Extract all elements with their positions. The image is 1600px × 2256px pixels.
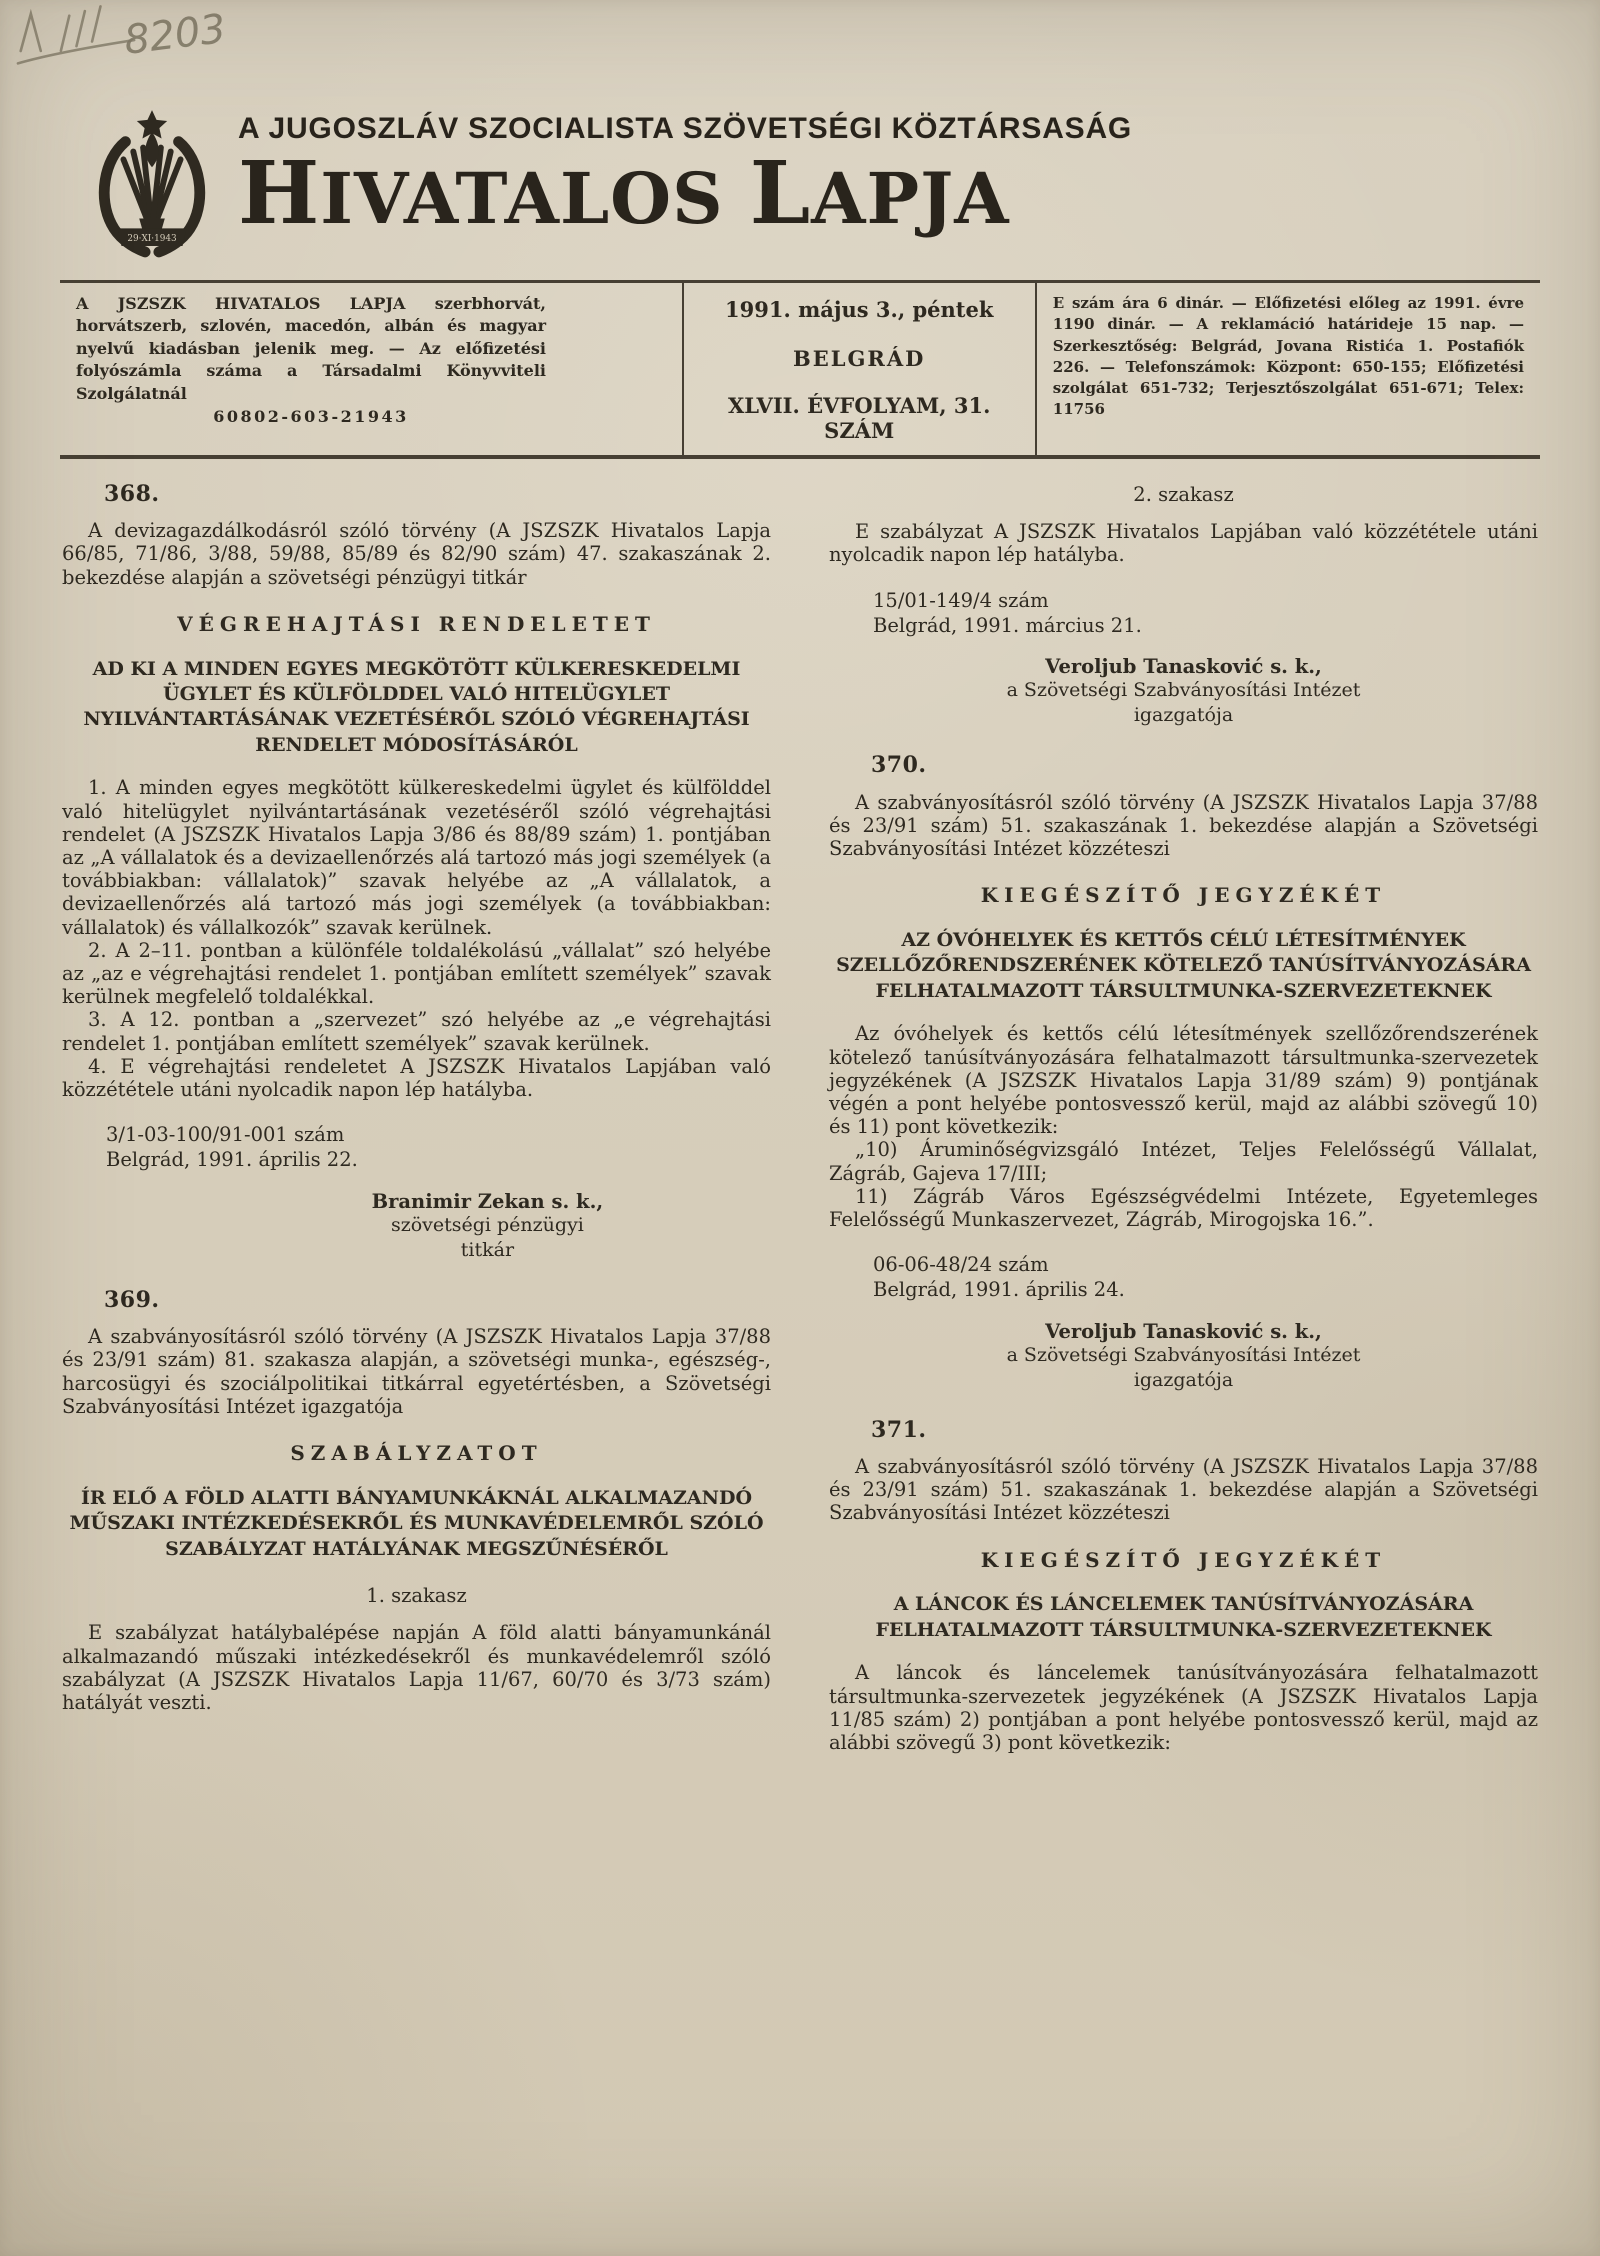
- title-word2: APJA: [811, 157, 1010, 240]
- signature-name: Veroljub Tanasković s. k.,: [1045, 655, 1322, 679]
- act-subject: AZ ÓVÓHELYEK ÉS KETTŐS CÉLÚ LÉTESÍTMÉNYEK SZELLŐZŐRENDSZERÉNEK KÖTELEZŐ TANÚSÍTVÁNYOZÁSÁRA FELHATALMAZOTT TÁRSULTMUNKA-SZERVEZETEKNEK: [836, 928, 1531, 1002]
- paragraph: E szabályzat A JSZSZK Hivatalos Lapjában való közzététele utáni nyolcadik napon lép hatályba.: [829, 520, 1538, 567]
- title-initial: H: [238, 143, 321, 244]
- subscription-info: E szám ára 6 dinár. — Előfizetési előleg az 1991. évre 1190 dinár. — A reklamáció határideje 15 nap. — Szerkesztőség: Belgrád, Jovana Ristića 1. Postafiók 226. — Telefonszámok: Központ: 650-155; Előfizetési szolgálat 651-732; Terjesztőszolgálat 651-671; Telex: 11756: [1052, 294, 1524, 419]
- account-number: 60802-603-21943: [213, 406, 409, 426]
- article-368: [62, 481, 771, 1263]
- publication-info-cell: [60, 283, 682, 455]
- place-date: Belgrád, 1991. március 21.: [873, 613, 1142, 637]
- pencil-number: 8203: [121, 5, 229, 64]
- signature-role: a Szövetségi Szabványosítási Intézet: [1006, 679, 1361, 702]
- issue-info-cell: [682, 283, 1037, 455]
- act-title: SZABÁLYZATOT: [290, 1440, 543, 1465]
- section-label: 1. szakasz: [366, 1584, 467, 1608]
- pencil-scribble: [10, 4, 280, 94]
- signature-role: titkár: [460, 1238, 515, 1261]
- coat-of-arms-icon: [88, 106, 216, 264]
- signature-role: igazgatója: [1133, 704, 1234, 727]
- article-369: [62, 1287, 771, 1714]
- reference-number: 3/1-03-100/91-001 szám: [106, 1123, 345, 1147]
- signature-name: Veroljub Tanasković s. k.,: [1045, 1319, 1322, 1343]
- article-intro: A szabványosításról szóló törvény (A JSZSZK Hivatalos Lapja 37/88 és 23/91 szám) 51. szakaszának 1. bekezdése alapján a Szövetségi Szabványosítási Intézet közzéteszi: [829, 1455, 1538, 1525]
- issue-date: 1991. május 3., péntek: [725, 297, 994, 322]
- issue-city: BELGRÁD: [792, 346, 926, 371]
- paragraph: A láncok és láncelemek tanúsítványozására felhatalmazott társultmunka-szervezetek jegyzékének (A JSZSZK Hivatalos Lapja 11/85 szám) 2) pontjában a pont helyébe pontosvessző kerül, majd az alábbi szövegű 3) pont következik:: [829, 1661, 1538, 1754]
- place-date: Belgrád, 1991. április 22.: [106, 1148, 358, 1172]
- signature-block: [900, 1320, 1467, 1393]
- page-body: [0, 459, 1600, 1754]
- signature-block: [900, 655, 1467, 728]
- paragraph: 2. A 2–11. pontban a különféle toldalékolású „vállalat” szó helyébe az „az e végrehajtási rendelet 1. pontjában említett személyek” szavak kerülnek megfelelő toldalékkal.: [62, 938, 771, 1009]
- paragraph: „10) Áruminőségvizsgáló Intézet, Teljes Felelősségű Vállalat, Zágráb, Gajeva 17/III;: [829, 1138, 1538, 1185]
- column-right: [829, 469, 1538, 1754]
- act-title: KIEGÉSZÍTŐ JEGYZÉKÉT: [980, 883, 1387, 908]
- article-370: [829, 752, 1538, 1393]
- title-word1: IVATALOS: [320, 157, 724, 240]
- article-number: 370.: [871, 752, 927, 779]
- signature-role: szövetségi pénzügyi: [390, 1213, 584, 1236]
- paragraph: 1. A minden egyes megkötött külkereskedelmi ügylet és külfölddel való hitelügylet nyilvántartásának vezetéséről szóló végrehajtási rendelet (A JSZSZK Hivatalos Lapja 3/86 és 88/89 szám) 1. pontjában az „A vállalatok és a devizaellenőrzés alá tartozó más jogi személyek (a továbbiakban: vállalatok)” szavak helyébe az „A vállalatok, a devizaellenőrzés alá tartozó más jogi személyek (a továbbiakban: vállalatok) és vállalkozók” szavak kerülnek.: [62, 776, 771, 939]
- subscription-info-cell: [1037, 283, 1540, 455]
- column-left: [62, 469, 771, 1754]
- paragraph: 4. E végrehajtási rendeletet A JSZSZK Hivatalos Lapjában való közzététele utáni nyolcadik napon lép hatályba.: [62, 1054, 771, 1102]
- signature-role: igazgatója: [1133, 1368, 1234, 1391]
- article-number: 368.: [104, 481, 160, 507]
- place-date: Belgrád, 1991. április 24.: [873, 1278, 1125, 1302]
- article-371: [829, 1417, 1538, 1754]
- section-label: 2. szakasz: [1133, 483, 1234, 506]
- paragraph: Az óvóhelyek és kettős célú létesítmények szellőzőrendszerének kötelező tanúsítványozására felhatalmazott társultmunka-szervezetek jegyzékének (A JSZSZK Hivatalos Lapja 31/89 szám) 9) pontjának végén a pont helyébe pontosvessző kerül, majd az alábbi szövegű 10) és 11) pont következik:: [829, 1022, 1538, 1139]
- act-title: KIEGÉSZÍTŐ JEGYZÉKÉT: [980, 1547, 1387, 1572]
- issue-volume: XLVII. ÉVFOLYAM, 31. SZÁM: [727, 393, 991, 443]
- emblem-ribbon-text: 29·XI·1943: [127, 234, 177, 245]
- paragraph: E szabályzat hatálybalépése napján A föld alatti bányamunkánál alkalmazandó műszaki intézkedésekről és munkavédelemről szóló szabályzat (A JSZSZK Hivatalos Lapja 11/67, 60/70 és 3/73 szám) hatályát veszti.: [62, 1621, 771, 1714]
- act-subject: A LÁNCOK ÉS LÁNCELEMEK TANÚSÍTVÁNYOZÁSÁRA FELHATALMAZOTT TÁRSULTMUNKA-SZERVEZETEKNEK: [875, 1593, 1492, 1641]
- article-369-continued: [829, 483, 1538, 728]
- signature-block: [268, 1190, 708, 1263]
- reference-number: 06-06-48/24 szám: [873, 1253, 1049, 1277]
- article-intro: A szabványosításról szóló törvény (A JSZSZK Hivatalos Lapja 37/88 és 23/91 szám) 81. szakasza alapján, a szövetségi munka-, egészség-, harcosügyi és szociálpolitikai titkárral egyetértésben, a Szövetségi Szabványosítási Intézet igazgatója: [62, 1325, 771, 1418]
- signature-name: Branimir Zekan s. k.,: [371, 1189, 604, 1213]
- act-subject: AD KI A MINDEN EGYES MEGKÖTÖTT KÜLKERESKEDELMI ÜGYLET ÉS KÜLFÖLDDEL VALÓ HITELÜGYLET NYILVÁNTARTÁSÁNAK VEZETÉSÉRŐL SZÓLÓ VÉGREHAJTÁSI RENDELET MÓDOSÍTÁSÁRÓL: [83, 657, 750, 756]
- article-number: 369.: [104, 1287, 160, 1313]
- country-line: A JUGOSZLÁV SZOCIALISTA SZÖVETSÉGI KÖZTÁRSASÁG: [238, 112, 1133, 145]
- publication-info: A JSZSZK HIVATALOS LAPJA szerbhorvát, horvátszerb, szlovén, macedón, albán és magyar nyelvű kiadásban jelenik meg. — Az előfizetési folyószámla száma a Társadalmi Könyvviteli Szolgálatnál: [76, 294, 546, 403]
- act-title: VÉGREHAJTÁSI RENDELETET: [177, 611, 656, 636]
- gazette-title: [238, 143, 1132, 244]
- infobar: [60, 280, 1540, 459]
- paragraph: 3. A 12. pontban a „szervezet” szó helyébe az „e végrehajtási rendelet 1. pontjában említett személyek” szavak kerülnek.: [62, 1008, 771, 1055]
- signature-role: a Szövetségi Szabványosítási Intézet: [1006, 1343, 1361, 1366]
- reference-number: 15/01-149/4 szám: [873, 588, 1049, 612]
- article-intro: A devizagazdálkodásról szóló törvény (A JSZSZK Hivatalos Lapja 66/85, 71/86, 3/88, 59/88, 85/89 és 82/90 szám) 47. szakaszának 2. bekezdése alapján a szövetségi pénzügyi titkár: [62, 519, 771, 589]
- article-number: 371.: [871, 1416, 927, 1443]
- paragraph: 11) Zágráb Város Egészségvédelmi Intézete, Egyetemleges Felelősségű Munkaszervezet, Zágráb, Mirogojska 16.”.: [829, 1184, 1538, 1231]
- masthead-text: [238, 104, 1133, 244]
- article-intro: A szabványosításról szóló törvény (A JSZSZK Hivatalos Lapja 37/88 és 23/91 szám) 51. szakaszának 1. bekezdése alapján a Szövetségi Szabványosítási Intézet közzéteszi: [829, 790, 1538, 860]
- title-initial-2: L: [749, 143, 812, 244]
- act-subject: ÍR ELŐ A FÖLD ALATTI BÁNYAMUNKÁKNÁL ALKALMAZANDÓ MŰSZAKI INTÉZKEDÉSEKRŐL ÉS MUNKAVÉDELEMRŐL SZÓLÓ SZABÁLYZAT HATÁLYÁNAK MEGSZŰNÉSÉRŐL: [69, 1486, 764, 1560]
